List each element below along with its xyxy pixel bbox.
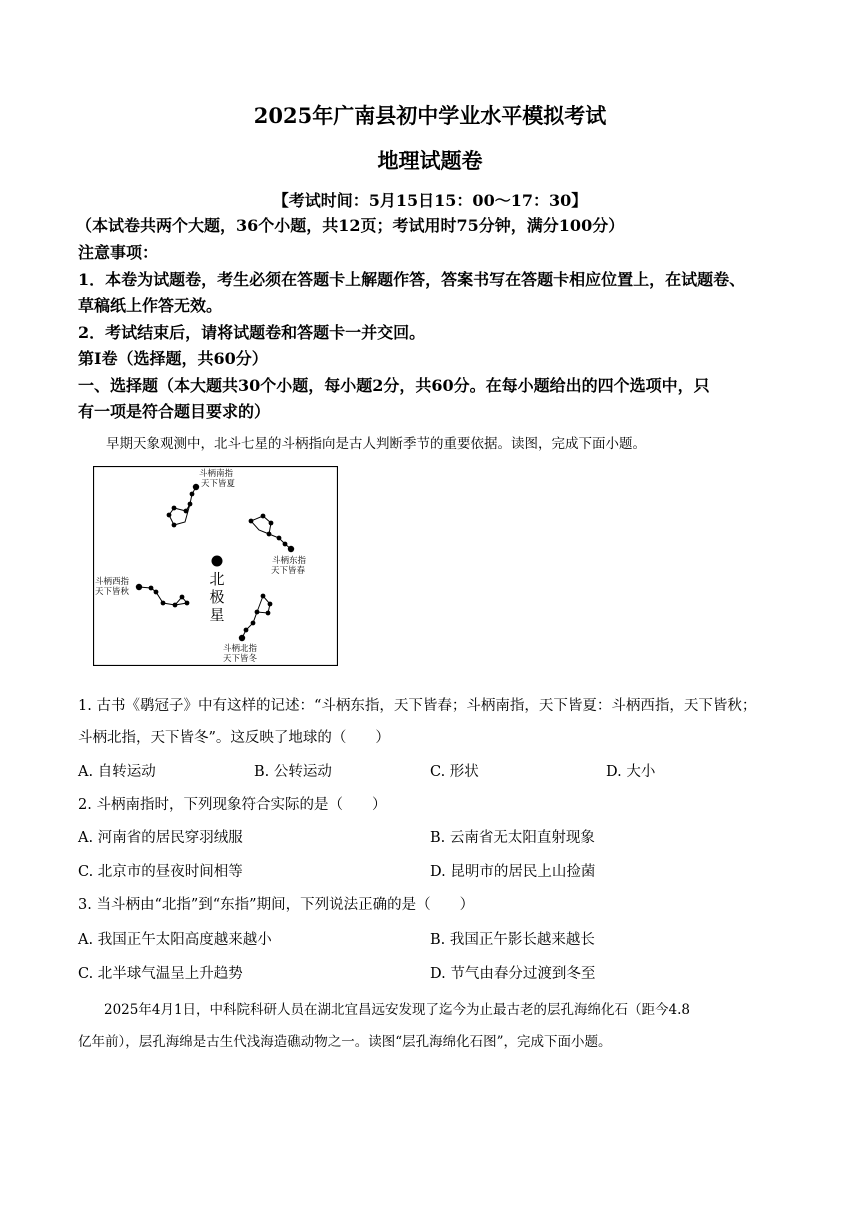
question-3-option-b: B. 我国正午影长越来越长 [430, 932, 595, 948]
section-heading-cont: 有一项是符合题目要求的） [78, 402, 271, 421]
label-east-2: 天下皆春 [271, 566, 306, 576]
label-south-1: 斗柄南指 [199, 469, 234, 479]
question-3-option-c: C. 北半球气温呈上升趋势 [78, 966, 243, 982]
label-east-1: 斗柄东指 [272, 556, 307, 566]
question-2-option-d: D. 昆明市的居民上山捡菌 [430, 864, 596, 880]
question-3-option-d: D. 节气由春分过渡到冬至 [430, 966, 596, 982]
big-dipper-figure [93, 466, 338, 666]
exam-title: 2025年广南县初中学业水平模拟考试 [253, 103, 607, 128]
part-heading: 第Ⅰ卷（选择题，共60分） [78, 349, 268, 368]
question-2-option-c: C. 北京市的昼夜时间相等 [78, 864, 243, 880]
notice-heading: 注意事项： [78, 243, 159, 262]
question-1-option-d: D. 大小 [606, 764, 656, 780]
polaris-label-2: 极 [209, 588, 225, 606]
polaris-label-3: 星 [209, 606, 225, 624]
exam-info: （本试卷共两个大题，36个小题，共12页；考试用时75分钟，满分100分） [76, 216, 625, 235]
question-2-option-a: A. 河南省的居民穿羽绒服 [78, 830, 243, 846]
section-heading: 一、选择题（本大题共30个小题，每小题2分，共60分。在每小题给出的四个选项中，只 [78, 376, 710, 395]
question-1-stem-cont: 斗柄北指，天下皆冬”。这反映了地球的（ ） [78, 730, 390, 746]
question-1-option-c: C. 形状 [430, 764, 479, 780]
question-3-option-a: A. 我国正午太阳高度越来越小 [78, 932, 272, 948]
notice-item-1: 1．本卷为试题卷，考生必须在答题卡上解题作答，答案书写在答题卡相应位置上，在试题卷、 [78, 270, 746, 289]
question-2-stem: 2. 斗柄南指时，下列现象符合实际的是（ ） [78, 797, 387, 813]
polaris-label-1: 北 [209, 570, 225, 588]
exam-subtitle: 地理试题卷 [377, 148, 483, 173]
label-south-2: 天下皆夏 [201, 479, 236, 489]
notice-item-2: 2．考试结束后，请将试题卷和答题卡一并交回。 [78, 323, 426, 342]
intro-paragraph-1: 早期天象观测中，北斗七星的斗柄指向是古人判断季节的重要依据。读图，完成下面小题。 [106, 436, 646, 452]
label-west-2: 天下皆秋 [95, 587, 130, 597]
intro-paragraph-2: 2025年4月1日，中科院科研人员在湖北宜昌远安发现了迄今为止最古老的层孔海绵化石（距今4.8 [104, 1002, 691, 1018]
polaris-star [212, 556, 223, 567]
exam-time: 【考试时间：5月15日15：00～17：30】 [272, 191, 588, 210]
big-dipper-diagram [93, 466, 338, 666]
label-north-2: 天下皆冬 [223, 654, 258, 664]
intro-paragraph-2-cont: 亿年前），层孔海绵是古生代浅海造礁动物之一。读图“层孔海绵化石图”，完成下面小题。 [78, 1034, 612, 1050]
question-1-option-b: B. 公转运动 [254, 764, 332, 780]
label-north-1: 斗柄北指 [223, 644, 258, 654]
label-west-1: 斗柄西指 [95, 577, 130, 587]
question-3-stem: 3. 当斗柄由“北指”到“东指”期间，下列说法正确的是（ ） [78, 897, 475, 913]
question-1-stem: 1. 古书《鹖冠子》中有这样的记述：“斗柄东指，天下皆春；斗柄南指，天下皆夏：斗柄西指，天下皆秋； [78, 698, 757, 714]
notice-item-1-cont: 草稿纸上作答无效。 [78, 296, 223, 315]
question-2-option-b: B. 云南省无太阳直射现象 [430, 830, 595, 846]
question-1-option-a: A. 自转运动 [78, 764, 156, 780]
